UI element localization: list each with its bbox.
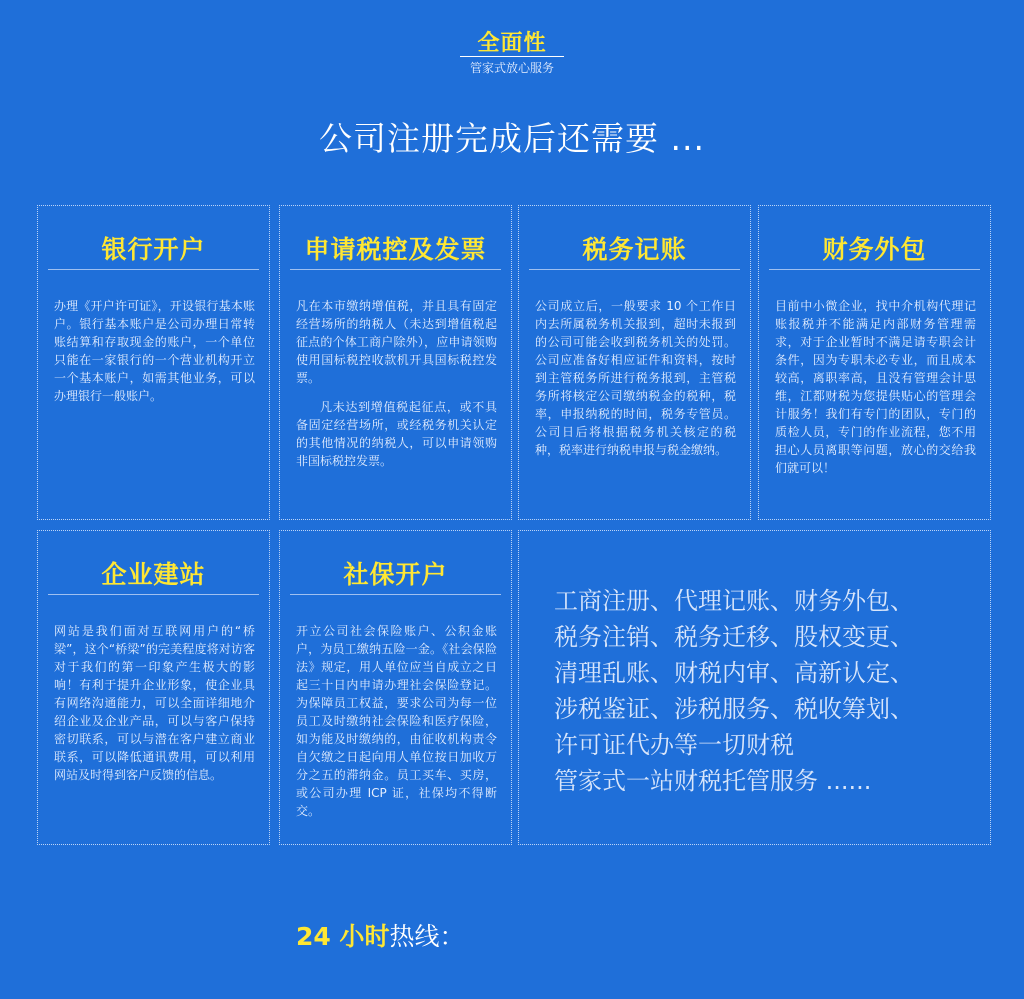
card-paragraph: 开立公司社会保险账户、公积金账户，为员工缴纳五险一金。《社会保险法》规定，用人单位应当自成立之日起三十日内申请办理社会保险登记。为保障员工权益，要求公司为每一位员工及时缴纳社会保险和医疗保险，如为能及时缴纳的，由征收机构责令自欠缴之日起向用人单位按日加收万分之五的滞纳金。员工买车、买房，或公司办理 ICP 证，社保均不得断交。 xyxy=(296,624,497,818)
card-divider xyxy=(290,594,501,595)
hotline-highlight: 24 小时 xyxy=(296,922,390,951)
services-line: 涉税鉴证、涉税服务、税收筹划、 xyxy=(554,695,914,723)
card-bank-account xyxy=(37,205,270,520)
card-title: 申请税控及发票 xyxy=(304,235,487,264)
hotline-label: 热线： xyxy=(389,922,465,951)
services-list xyxy=(554,583,984,799)
card-paragraph: 办理《开户许可证》，开设银行基本账户。银行基本账户是公司办理日常转账结算和存取现金的账户，一个单位只能在一家银行的一个营业机构开立一个基本账户，如需其他业务，可以办理银行一般账户。 xyxy=(54,299,255,403)
card-body xyxy=(296,297,497,470)
card-body xyxy=(54,622,255,784)
card-body xyxy=(775,297,976,477)
card-title: 财务外包 xyxy=(822,235,927,264)
card-tax-control xyxy=(279,205,512,520)
services-line: 管家式一站财税托管服务 ...... xyxy=(554,767,872,795)
card-website-building xyxy=(37,530,270,845)
card-finance-outsourcing xyxy=(758,205,991,520)
services-line: 税务注销、税务迁移、股权变更、 xyxy=(554,623,914,651)
header-underline xyxy=(460,56,564,57)
services-line: 工商注册、代理记账、财务外包、 xyxy=(554,587,914,615)
card-divider xyxy=(48,269,259,270)
card-social-security xyxy=(279,530,512,845)
card-divider xyxy=(529,269,740,270)
header-subtitle: 管家式放心服务 xyxy=(469,61,554,75)
card-divider xyxy=(769,269,980,270)
card-divider xyxy=(290,269,501,270)
card-paragraph: 网站是我们面对互联网用户的“桥梁”，这个“桥梁”的完美程度将对访客对于我们的第一印象产生极大的影响！有利于提升企业形象，使企业具有网络沟通能力，可以全面详细地介绍企业及企业产品，可以与客户保持密切联系，可以与潜在客户建立商业联系，可以降低通讯费用，可以利用网站及时得到客户反馈的信息。 xyxy=(54,624,255,782)
header-title: 全面性 xyxy=(477,31,547,56)
card-title: 银行开户 xyxy=(101,235,206,264)
hotline xyxy=(296,917,465,953)
card-paragraph: 目前中小微企业，找中介机构代理记账报税并不能满足内部财务管理需求，对于企业暂时不满足请专职会计条件，因为专职未必专业，而且成本较高，离职率高，且没有管理会计思维，江都财税为您提供贴心的管理会计服务！我们有专门的团队，专门的质检人员，专门的作业流程，您不用担心人员离职等问题，放心的交给我们就可以！ xyxy=(775,299,976,475)
card-paragraph: 凡未达到增值税起征点，或不具备固定经营场所，或经税务机关认定的其他情况的纳税人，可以申请领购非国标税控发票。 xyxy=(296,400,497,468)
services-line: 许可证代办等一切财税 xyxy=(554,731,794,759)
main-heading: 公司注册完成后还需要 ... xyxy=(319,119,705,158)
services-line: 清理乱账、财税内审、高新认定、 xyxy=(554,659,914,687)
card-body xyxy=(296,622,497,820)
card-bookkeeping xyxy=(518,205,751,520)
card-title: 税务记账 xyxy=(582,235,687,264)
card-title: 企业建站 xyxy=(101,560,206,589)
card-paragraph: 凡在本市缴纳增值税，并且具有固定经营场所的纳税人（未达到增值税起征点的个体工商户除外），应申请领购使用国标税控收款机开具国标税控发票。 xyxy=(296,299,497,385)
card-paragraph: 公司成立后，一般要求 10 个工作日内去所属税务机关报到，超时未报到的公司可能会收到税务机关的处罚。公司应准备好相应证件和资料，按时到主管税务所进行税务报到，主管税务所将核定公司缴纳税金的税种，税率，申报纳税的时间，税务专管员。公司日后将根据税务机关核定的税种，税率进行纳税申报与税金缴纳。 xyxy=(535,299,736,457)
card-divider xyxy=(48,594,259,595)
card-title: 社保开户 xyxy=(343,560,448,589)
card-body xyxy=(535,297,736,459)
card-body xyxy=(54,297,255,405)
